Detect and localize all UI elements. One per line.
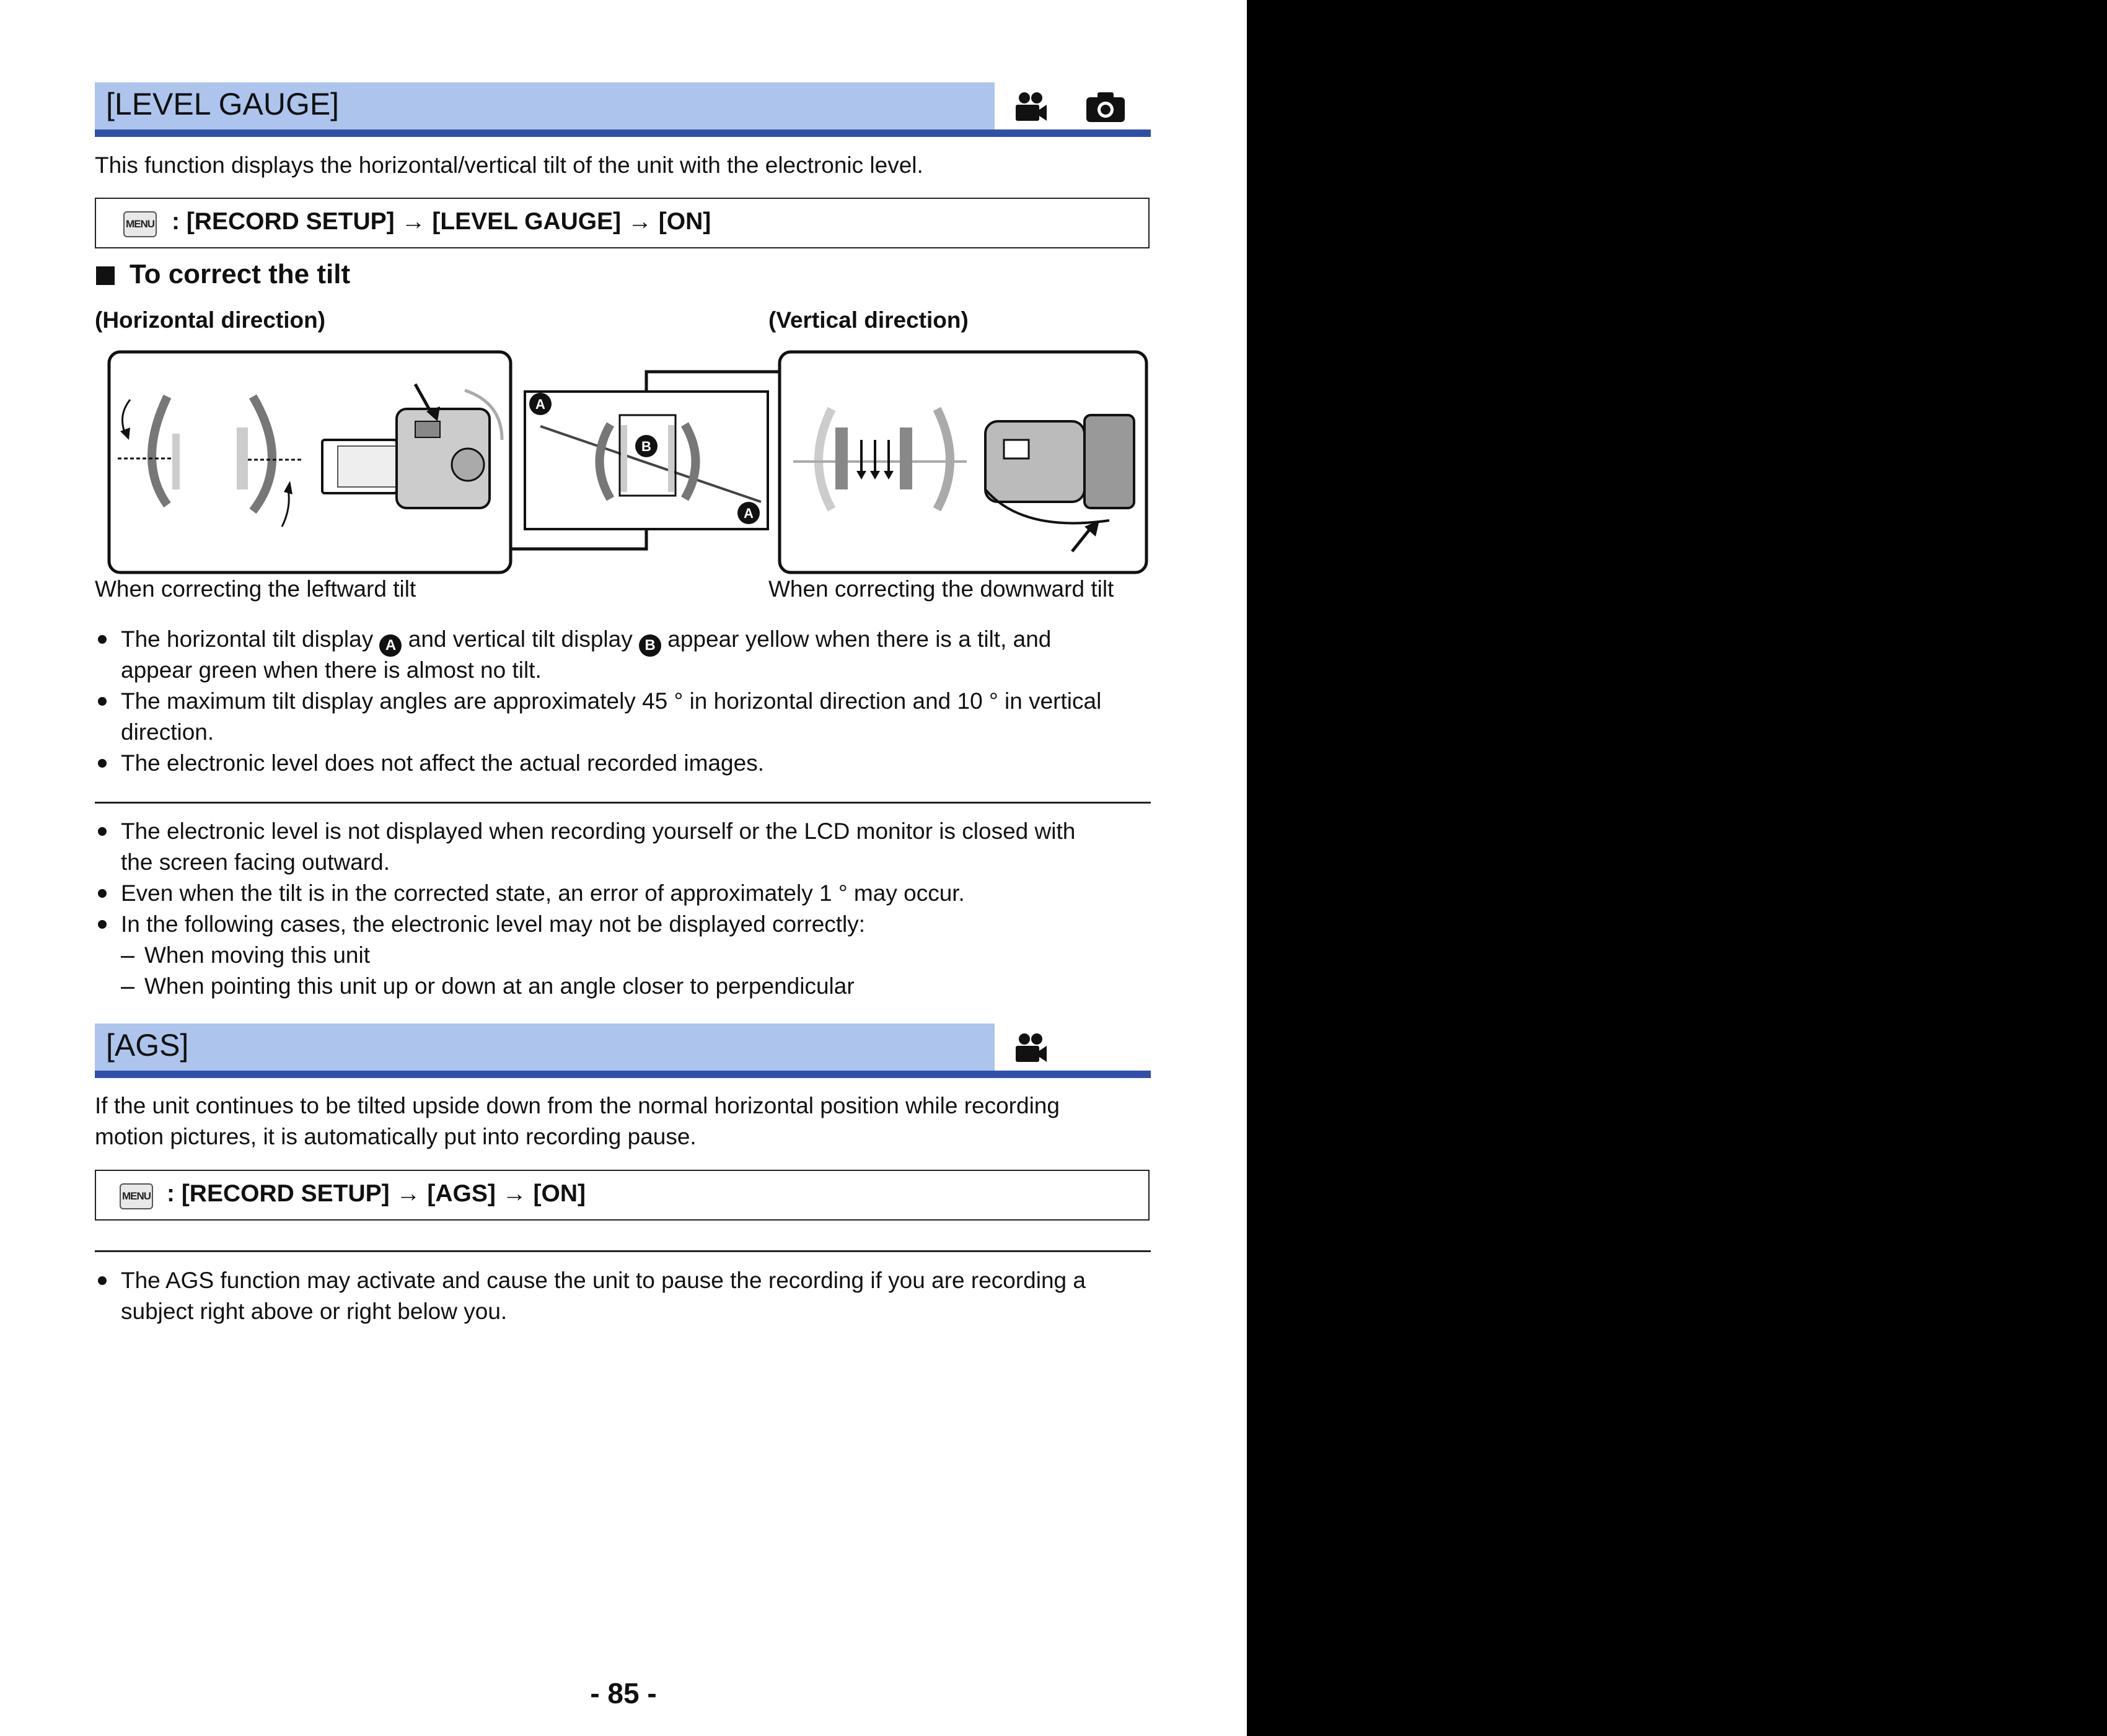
level-gauge-menu-path-box <box>95 198 1150 248</box>
ags-note-line1: The AGS function may activate and cause the unit to pause the recording if you are recording a <box>121 1268 1086 1293</box>
bullet2-line1: The maximum tilt display angles are approximately 45 ° in horizontal direction and 10 ° in vertical <box>121 688 1102 714</box>
marker-a-top: A <box>535 397 545 412</box>
movie-camera-icon <box>1013 91 1048 123</box>
ags-note-line2: subject right above or right below you. <box>121 1299 508 1324</box>
divider <box>95 802 1151 804</box>
bullet2-line2: direction. <box>121 719 214 745</box>
header-bar <box>95 1024 995 1071</box>
bullet-dot <box>98 1276 107 1285</box>
menu-button-icon: MENU <box>123 211 157 237</box>
marker-a-bottom: A <box>744 506 754 521</box>
movie-camera-icon <box>1013 1032 1048 1064</box>
vertical-direction-label: (Vertical direction) <box>768 307 969 333</box>
dash-item <box>121 971 855 1002</box>
level-display-detail <box>525 392 768 529</box>
dash2-text: When pointing this unit up or down at an angle closer to perpendicular <box>144 973 855 999</box>
horizontal-direction-label: (Horizontal direction) <box>95 307 326 333</box>
caption-downward-tilt: When correcting the downward tilt <box>768 576 1114 602</box>
ags-header <box>95 1024 1151 1077</box>
bullet1-text-a: The horizontal tilt display <box>121 626 374 652</box>
bullet-dot <box>98 827 107 836</box>
note2-text: Even when the tilt is in the corrected state, an error of approximately 1 ° may occur. <box>121 880 965 906</box>
level-gauge-header <box>95 82 1151 136</box>
level-gauge-intro: This function displays the horizontal/vertical tilt of the unit with the electronic level. <box>95 152 923 178</box>
note1-line2: the screen facing outward. <box>121 849 390 875</box>
header-rule <box>95 129 1151 137</box>
note3-text: In the following cases, the electronic level may not be displayed correctly: <box>121 911 866 937</box>
menu-button-icon: MENU <box>120 1183 153 1209</box>
bullet1-text-b: and vertical tilt display <box>408 626 633 652</box>
bullet3-text: The electronic level does not affect the actual recorded images. <box>121 750 764 776</box>
ags-title: [AGS] <box>106 1028 189 1063</box>
dash-mark <box>121 956 134 958</box>
ags-intro-line1: If the unit continues to be tilted upside down from the normal horizontal position while recording <box>95 1093 1060 1118</box>
bullet-dot <box>98 920 107 929</box>
marker-a-inline: A <box>379 634 402 657</box>
bullet1-text-c: appear yellow when there is a tilt, and <box>667 626 1052 652</box>
note1-line1: The electronic level is not displayed when recording yourself or the LCD monitor is closed with <box>121 818 1076 844</box>
header-rule <box>95 1071 1151 1078</box>
ags-intro-line2: motion pictures, it is automatically put into recording pause. <box>95 1124 697 1149</box>
ags-menu-path: : [RECORD SETUP] → [AGS] → [ON] <box>167 1180 586 1207</box>
still-camera-icon <box>1085 91 1126 123</box>
bullet-dot <box>98 635 107 644</box>
bullet-dot <box>98 759 107 768</box>
subheading-correct-tilt: To correct the tilt <box>130 259 351 289</box>
bullet-dot <box>98 889 107 898</box>
level-gauge-menu-path: : [RECORD SETUP] → [LEVEL GAUGE] → [ON] <box>172 208 711 235</box>
caption-leftward-tilt: When correcting the leftward tilt <box>95 576 416 602</box>
level-gauge-title: [LEVEL GAUGE] <box>106 87 340 121</box>
divider <box>95 1250 1151 1252</box>
square-bullet-icon <box>96 266 115 285</box>
ags-menu-path-box <box>95 1170 1150 1221</box>
dash-mark <box>121 987 134 989</box>
dash1-text: When moving this unit <box>144 942 371 968</box>
marker-b-inline: B <box>639 634 661 657</box>
side-panel <box>1247 0 2107 1736</box>
dash-item <box>121 940 370 971</box>
marker-b: B <box>641 439 651 454</box>
bullet1-line2: appear green when there is almost no tilt. <box>121 657 542 683</box>
bullet-dot <box>98 697 107 706</box>
tilt-correction-illustration <box>93 347 1154 580</box>
page-number: - 85 - <box>590 1677 657 1709</box>
